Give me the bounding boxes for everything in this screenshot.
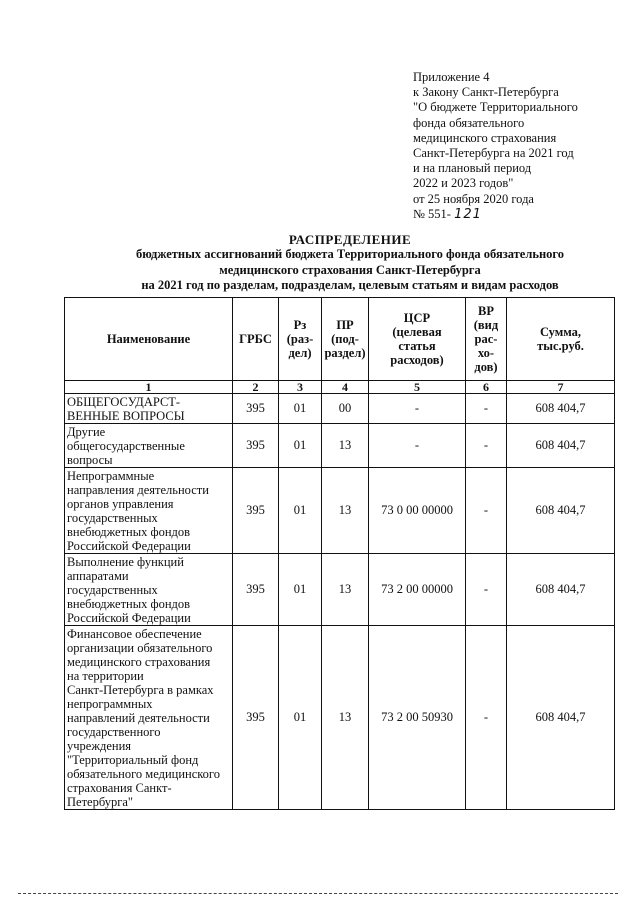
header-grbs: ГРБС	[233, 298, 279, 381]
appendix-line: к Закону Санкт-Петербурга	[413, 85, 559, 100]
row-name-line: государственных	[67, 583, 158, 597]
row-name-line: государственных	[67, 511, 158, 525]
column-number: 7	[507, 381, 615, 394]
cell-sum: 608 404,7	[507, 468, 615, 554]
header-name: Наименование	[65, 298, 233, 381]
cell-sum: 608 404,7	[507, 424, 615, 468]
row-name-line: Российской Федерации	[67, 539, 191, 553]
appendix-line: от 25 ноября 2020 года	[413, 191, 534, 206]
header-rz: Рз (раз- дел)	[279, 298, 322, 381]
header-pr: ПР (под- раздел)	[322, 298, 369, 381]
table-row	[65, 424, 615, 468]
column-number: 1	[65, 381, 233, 394]
appendix-line: 2022 и 2023 годов"	[413, 176, 514, 191]
cell-sum: 608 404,7	[507, 394, 615, 424]
appendix-line: "О бюджете Территориального	[413, 100, 578, 115]
row-name-line: Петербурга"	[67, 795, 133, 809]
cell-csr: 73 0 00 00000	[369, 468, 466, 554]
cell-sum: 608 404,7	[507, 554, 615, 626]
row-name-line: на территории	[67, 669, 144, 683]
cell-pr: 13	[322, 468, 369, 554]
row-name-line: медицинского страхования	[67, 655, 211, 669]
row-name-line: общегосударственные	[67, 439, 185, 453]
budget-table	[64, 297, 615, 810]
title-line: бюджетных ассигнований бюджета Территориального фонда обязательного	[135, 247, 565, 262]
row-name-line: направления деятельности	[67, 483, 209, 497]
row-name-line: Другие	[67, 425, 106, 439]
appendix-line: Санкт-Петербурга на 2021 год	[413, 146, 574, 161]
row-name	[65, 554, 233, 626]
row-name-line: органов управления	[67, 497, 174, 511]
appendix-line: и на плановый период	[413, 161, 532, 176]
law-number-handwritten: 121	[454, 206, 482, 222]
row-name-line: Выполнение функций	[67, 555, 184, 569]
row-name-line: аппаратами	[67, 569, 129, 583]
table-row	[65, 554, 615, 626]
row-name-line: организации обязательного	[67, 641, 213, 655]
row-name-line: учреждения	[67, 739, 132, 753]
cell-csr: 73 2 00 00000	[369, 554, 466, 626]
cell-pr: 00	[322, 394, 369, 424]
row-name-line: "Территориальный фонд	[67, 753, 199, 767]
cell-vr: -	[466, 424, 507, 468]
table-row	[65, 626, 615, 810]
column-number: 4	[322, 381, 369, 394]
row-name-line: внебюджетных фондов	[67, 525, 191, 539]
row-name-line: непрограммных	[67, 697, 153, 711]
row-name-line: вопросы	[67, 453, 113, 467]
cell-vr: -	[466, 554, 507, 626]
row-name-line: Финансовое обеспечение	[67, 627, 202, 641]
row-name-line: направлений деятельности	[67, 711, 210, 725]
appendix-line: медицинского страхования	[413, 130, 557, 145]
cell-vr: -	[466, 626, 507, 810]
header-sum: Сумма, тыс.руб.	[507, 298, 615, 381]
title-main: РАСПРЕДЕЛЕНИЕ	[288, 232, 412, 247]
cell-pr: 13	[322, 626, 369, 810]
cell-csr: -	[369, 424, 466, 468]
table-row	[65, 394, 615, 424]
cell-rz: 01	[279, 626, 322, 810]
cell-grbs: 395	[233, 394, 279, 424]
cell-vr: -	[466, 394, 507, 424]
appendix-line: Приложение 4	[413, 70, 490, 84]
page-bottom-divider	[18, 893, 618, 894]
row-name-line: обязательного медицинского	[67, 767, 221, 781]
cell-grbs: 395	[233, 424, 279, 468]
cell-rz: 01	[279, 468, 322, 554]
row-name-line: Санкт-Петербурга в рамках	[67, 683, 214, 697]
row-name	[65, 626, 233, 810]
row-name-line: ОБЩЕГОСУДАРСТ-	[67, 395, 181, 409]
row-name-line: государственного	[67, 725, 161, 739]
title-line: на 2021 год по разделам, подразделам, целевым статьям и видам расходов	[141, 278, 559, 293]
cell-sum: 608 404,7	[507, 626, 615, 810]
column-number: 6	[466, 381, 507, 394]
cell-pr: 13	[322, 554, 369, 626]
cell-csr: -	[369, 394, 466, 424]
title-line: медицинского страхования Санкт-Петербурга	[219, 262, 481, 277]
cell-grbs: 395	[233, 554, 279, 626]
cell-grbs: 395	[233, 626, 279, 810]
row-name	[65, 394, 233, 424]
column-number: 2	[233, 381, 279, 394]
cell-rz: 01	[279, 554, 322, 626]
column-number: 5	[369, 381, 466, 394]
row-name-line: Непрограммные	[67, 469, 155, 483]
document-title	[70, 232, 630, 294]
cell-pr: 13	[322, 424, 369, 468]
row-name-line: ВЕННЫЕ ВОПРОСЫ	[67, 409, 185, 423]
cell-csr: 73 2 00 50930	[369, 626, 466, 810]
header-vr: ВР (вид рас- хо- дов)	[466, 298, 507, 381]
column-number: 3	[279, 381, 322, 394]
appendix-line: фонда обязательного	[413, 115, 525, 130]
column-number-row	[65, 381, 615, 394]
cell-vr: -	[466, 468, 507, 554]
table-row	[65, 468, 615, 554]
cell-rz: 01	[279, 424, 322, 468]
law-number	[413, 207, 628, 222]
row-name-line: внебюджетных фондов	[67, 597, 191, 611]
row-name-line: страхования Санкт-	[67, 781, 172, 795]
row-name	[65, 424, 233, 468]
law-number-prefix: № 551-	[413, 206, 451, 221]
header-csr: ЦСР (целевая статья расходов)	[369, 298, 466, 381]
row-name-line: Российской Федерации	[67, 611, 191, 625]
appendix-header	[413, 70, 628, 222]
table-header-row	[65, 298, 615, 381]
cell-rz: 01	[279, 394, 322, 424]
row-name	[65, 468, 233, 554]
cell-grbs: 395	[233, 468, 279, 554]
